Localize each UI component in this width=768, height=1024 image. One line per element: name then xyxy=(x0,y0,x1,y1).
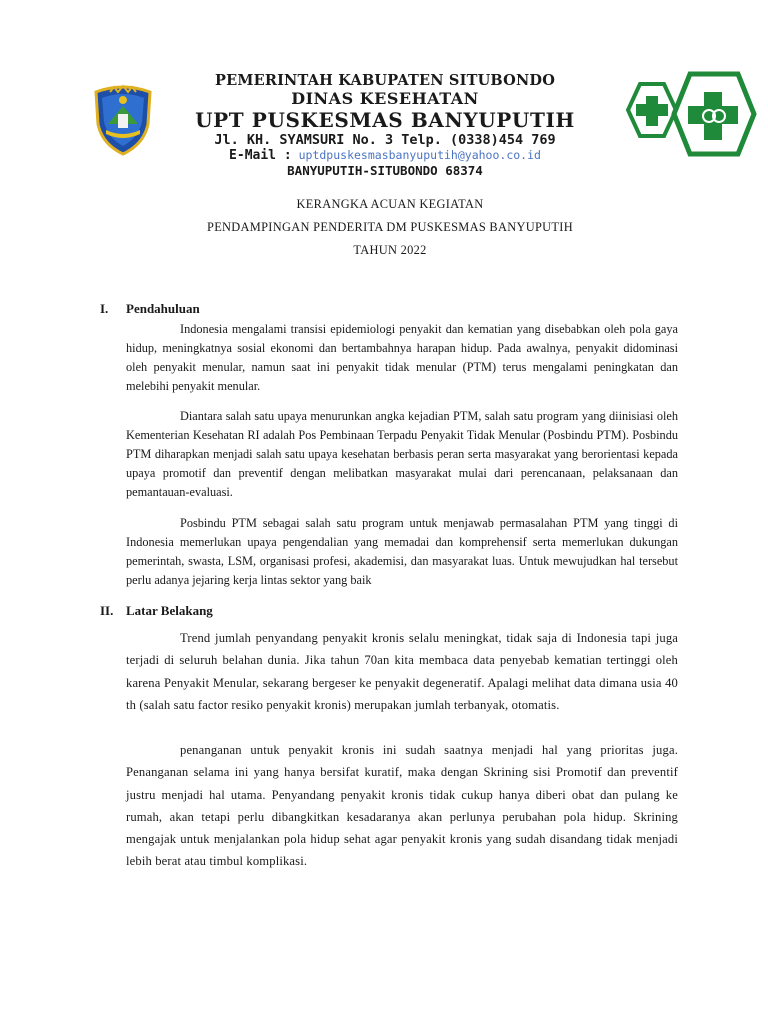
paragraph-text: Diantara salah satu upaya menurunkan angka kejadian PTM, salah satu program yang diinisiasi oleh Kementerian Kesehatan RI adalah Pos Pembinaan Terpadu Penyakit Tidak Menular (Posbindu PTM). Posbindu PTM diharapkan menjadi salah satu upaya kesehatan berbasis peran serta masyarakat yang berorientasi kepada upaya promotif dan preventif dengan melibatkan masyarakat mulai dari perencanaan, pelaksanaan dan pemantauan-evaluasi. xyxy=(126,409,678,499)
paragraph xyxy=(126,627,678,716)
section-title: Latar Belakang xyxy=(126,603,213,618)
paragraph xyxy=(126,739,678,873)
section-number: II. xyxy=(100,603,114,618)
paragraph xyxy=(126,407,678,502)
puskesmas-logo xyxy=(612,70,758,160)
letterhead-city: BANYUPUTIH-SITUBONDO 68374 xyxy=(287,163,483,178)
paragraph xyxy=(126,514,678,590)
title-line-1: KERANGKA ACUAN KEGIATAN xyxy=(296,197,484,211)
title-line-3: TAHUN 2022 xyxy=(353,243,427,257)
paragraph-text: penanganan untuk penyakit kronis ini sudah saatnya menjadi hal yang prioritas juga. Penanganan selama ini yang hanya bersifat kuratif, maka dengan Skrining sisi Promotif dan preventif justru menjadi hal utama. Penyandang penyakit kronis tidak cukup hanya diberi obat dan pulang ke rumah, akan tetapi perlu dibangkitkan kesadaranya akan perlunya perubahan pola hidup. Skrining mengajak untuk menjalankan pola hidup sehat agar penyakit kronis yang sudah disandang tidak menjadi lebih berat atau timbul komplikasi. xyxy=(126,743,678,869)
paragraph-text: Trend jumlah penyandang penyakit kronis selalu meningkat, tidak saja di Indonesia tapi juga terjadi di seluruh belahan dunia. Jika tahun 70an kita membaca data penyebab kematian tertinggi oleh karena Penyakit Menular, sekarang bergeser ke penyakit degeneratif. Apalagi melihat data dimana usia 40 th (salah satu factor resiko penyakit kronis) merupakan jumlah terbanyak, otomatis. xyxy=(126,631,678,712)
title-line-2: PENDAMPINGAN PENDERITA DM PUSKESMAS BANYUPUTIH xyxy=(207,220,573,234)
email-link[interactable]: uptdpuskesmasbanyuputih@yahoo.co.id xyxy=(298,148,541,162)
kabupaten-emblem-logo xyxy=(90,84,156,156)
letterhead-address: Jl. KH. SYAMSURI No. 3 Telp. (0338)454 769 xyxy=(214,132,556,148)
paragraph-text: Indonesia mengalami transisi epidemiologi penyakit dan kematian yang disebabkan oleh pola gaya hidup, meningkatnya sosial ekonomi dan bertambahnya harapan hidup. Pada awalnya, penyakit didominasi oleh penyakit menular, namun saat ini penyakit tidak menular (PTM) terus mengalami peningkatan dan melebihi penyakit menular. xyxy=(126,322,678,393)
email-label: E-Mail : xyxy=(229,148,292,163)
paragraph xyxy=(126,320,678,396)
letterhead-institution: UPT PUSKESMAS BANYUPUTIH xyxy=(195,108,575,132)
section-title: Pendahuluan xyxy=(126,301,200,316)
document-title xyxy=(100,193,680,262)
paragraph-text: Posbindu PTM sebagai salah satu program untuk menjawab permasalahan PTM yang tinggi di Indonesia memerlukan upaya pengendalian yang memadai dan komprehensif serta memerlukan dukungan pemerintah, swasta, LSM, organisasi profesi, akademisi, dan masyarakat luas. Untuk mewujudkan hal tersebut perlu adanya jejaring kerja lintas sektor yang baik xyxy=(126,516,678,587)
letterhead-email-line xyxy=(170,148,600,163)
letterhead-agency: DINAS KESEHATAN xyxy=(291,89,479,108)
section-number: I. xyxy=(100,301,109,316)
letterhead-government: PEMERINTAH KABUPATEN SITUBONDO xyxy=(214,72,556,89)
letterhead xyxy=(170,72,600,179)
